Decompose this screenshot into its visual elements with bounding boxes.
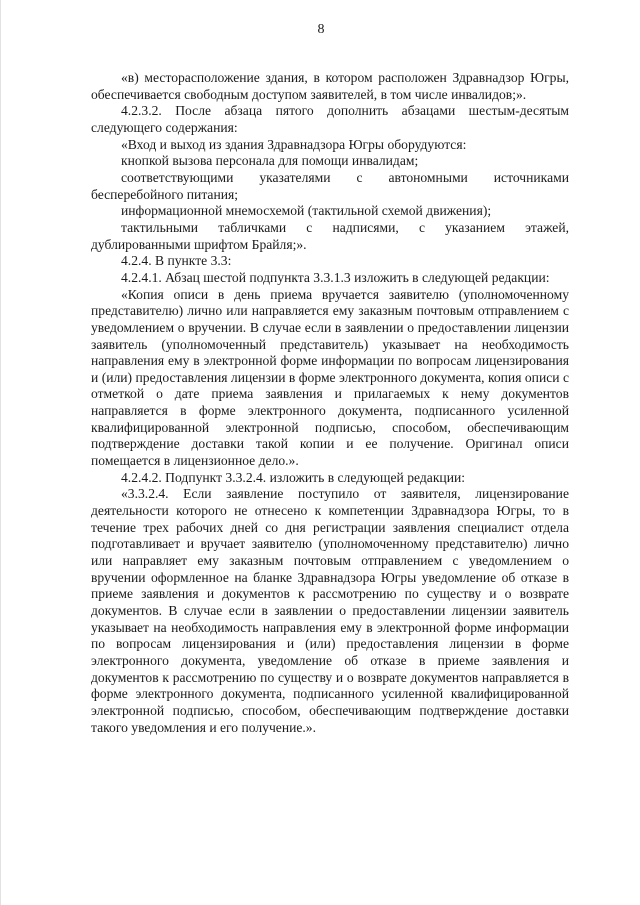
paragraph-tactile-plates: тактильными табличками с надписями, с указанием этажей, дублированными шрифтом Брайля;». xyxy=(91,219,569,252)
paragraph-entrance-equipment: «Вход и выход из здания Здравнадзора Югры оборудуются: xyxy=(121,136,467,152)
paragraph-4-2-4: 4.2.4. В пункте 3.3: xyxy=(121,253,232,269)
page-number: 8 xyxy=(317,22,325,37)
paragraph-4-2-3-2: 4.2.3.2. После абзаца пятого дополнить абзацами шестым-десятым следующего содержания: xyxy=(91,103,569,135)
paragraph-4-2-4-2: 4.2.4.2. Подпункт 3.3.2.4. изложить в следующей редакции: xyxy=(121,469,466,485)
paragraph-call-button: кнопкой вызова персонала для помощи инвалидам; xyxy=(121,153,419,169)
paragraph-signs: соответствующими указателями с автономными источниками бесперебойного питания; xyxy=(91,169,569,202)
paragraph-3-3-2-4: «3.3.2.4. Если заявление поступило от заявителя, лицензирование деятельности которого не отнесено к компетенции Здравнадзора Югры, то в течение трех рабочих дней со дня регистрации заявления специалист отдела подготавливает и вручает заявителю (уполномоченному представителю) лично или направляет ему заказным почтовым отправлением с уведомлением о вручении оформленное на бланке Здравнадзора Югры уведомление об отказе в приеме заявления и документов к рассмотрению по существу и о возврате документов. В случае если в заявлении о предоставлении лицензии заявитель указывает на необходимость направления ему в электронной форме информации по вопросам лицензирования и (или) предоставления лицензии в форме электронного документа, уведомление об отказе в приеме заявления и документов к рассмотрению по существу и о возврате документов направляется в форме электронного документа, подписанного усиленной квалифицированной электронной подписью, способом, обеспечивающим подтверждение доставки такого уведомления и его получение.». xyxy=(91,486,569,735)
paragraph-4-2-4-1: 4.2.4.1. Абзац шестой подпункта 3.3.1.3 изложить в следующей редакции: xyxy=(121,269,550,285)
paragraph-inventory-copy: «Копия описи в день приема вручается заявителю (уполномоченному представителю) лично или направляется ему заказным почтовым отправлением с уведомлением о вручении. В случае если в заявлении о предоставлении лицензии заявитель (уполномоченный представитель) указывает на необходимость направления ему в электронной форме информации по вопросам лицензирования и (или) предоставления лицензии в форме электронного документа, копия описи с отметкой о дате приема заявления и прилагаемых к нему документов направляется в форме электронного документа, подписанного усиленной квалифицированной электронной подписью, способом, обеспечивающим подтверждение доставки такой копии и ее получение. Оригинал описи помещается в лицензионное дело.». xyxy=(91,286,569,469)
paragraph-mnemonic-scheme: информационной мнемосхемой (тактильной схемой движения); xyxy=(121,203,492,219)
document-body xyxy=(91,70,569,736)
paragraph-location-clause: «в) месторасположение здания, в котором расположен Здравнадзор Югры, обеспечивается свободным доступом заявителей, в том числе инвалидов;». xyxy=(91,70,569,102)
